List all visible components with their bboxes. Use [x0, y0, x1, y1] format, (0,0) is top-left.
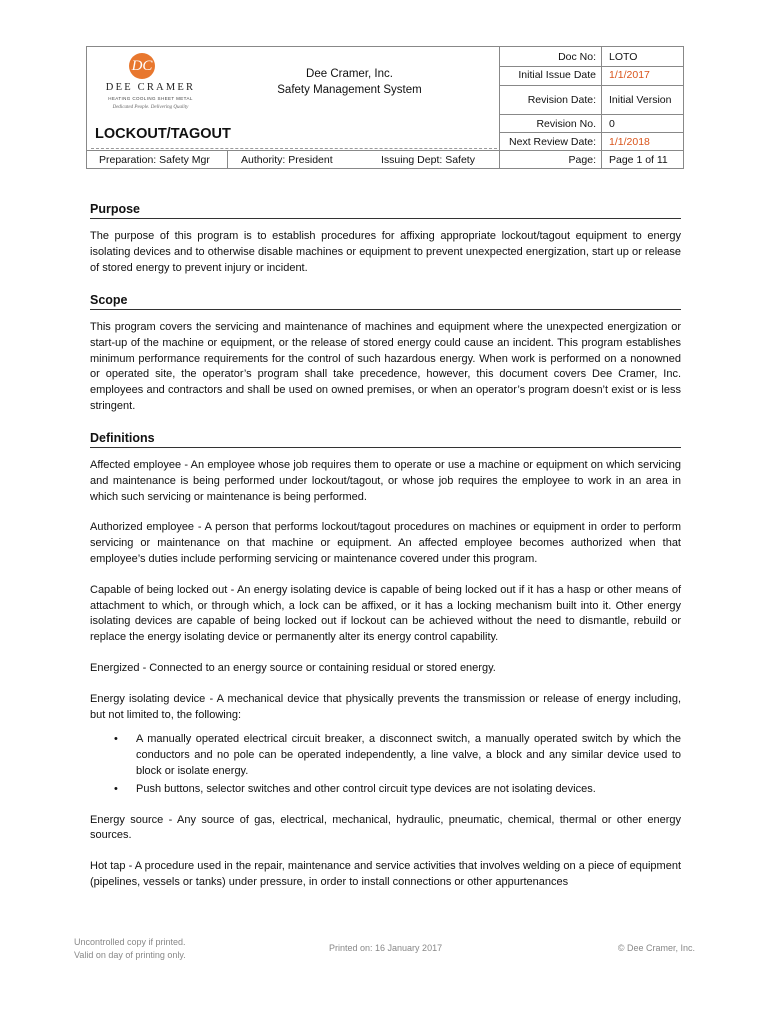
authority-field: Authority: President	[241, 154, 333, 166]
revision-date-label: Revision Date:	[527, 94, 596, 106]
definition-hot-tap: Hot tap - A procedure used in the repair, maintenance and service activities that involves welding on a piece of equipment (pipelines, vessels or tanks) under pressure, in order to install connections or other appurtenances	[90, 860, 681, 888]
definitions-heading: Definitions	[90, 431, 681, 448]
purpose-text: The purpose of this program is to establish procedures for affixing appropriate lockout/tagout equipment to energy isolating devices and to otherwise disable machines or equipment to prevent unexpected energization, start up or release of stored energy to prevent injury or incident.	[90, 230, 681, 274]
page-label: Page:	[568, 154, 596, 166]
doc-no-value: LOTO	[609, 51, 638, 63]
document-header	[86, 46, 684, 169]
next-review-label: Next Review Date:	[509, 136, 596, 148]
next-review-value: 1/1/2018	[609, 136, 650, 148]
preparation-field: Preparation: Safety Mgr	[99, 154, 210, 166]
definition-affected: Affected employee - An employee whose job requires them to operate or use a machine or equipment on which servicing and maintenance is being performed under lockout/tagout, or whose job requires the employee to work in an area in which such servicing or maintenance is being performed.	[90, 459, 681, 503]
definition-isolating-device: Energy isolating device - A mechanical device that physically prevents the transmission or release of energy including, but not limited to, the following:	[90, 692, 681, 721]
purpose-section	[90, 202, 681, 276]
list-item: • Push buttons, selector switches and other control circuit type devices are not isolating devices.	[90, 782, 681, 798]
company-info	[237, 66, 462, 98]
logo-badge-icon: DC	[129, 53, 155, 79]
revision-no-value: 0	[609, 118, 615, 130]
revision-no-label: Revision No.	[536, 118, 596, 130]
scope-text: This program covers the servicing and maintenance of machines and equipment where the unexpected energization or start-up of the machine or equipment, or the release of stored energy could cause an incident. This program establishes minimum performance requirements for the control of such hazardous energy. When work is performed on a nonowned or operated site, the operator’s program shall take precedence, however, this document covers Dee Cramer, Inc. employees and contractors and shall be used on owned premises, or when an operator’s program doesn’t exist or is less stringent.	[90, 321, 681, 412]
scope-heading: Scope	[90, 293, 681, 310]
definition-authorized: Authorized employee - A person that performs lockout/tagout procedures on machines or equipment in order to perform servicing or maintenance on that machine or equipment. An affected employee becomes authorized when that employee’s duties include performing servicing or maintenance covered under this program.	[90, 521, 681, 565]
definition-energized: Energized - Connected to an energy source or containing residual or stored energy.	[90, 661, 496, 674]
footer-disclaimer: Uncontrolled copy if printed. Valid on day of printing only.	[74, 937, 186, 960]
page-value: Page 1 of 11	[609, 154, 668, 166]
company-name: Dee Cramer, Inc.	[306, 68, 393, 80]
isolating-device-list	[90, 732, 681, 797]
initial-issue-value: 1/1/2017	[609, 69, 650, 81]
list-item: • A manually operated electrical circuit breaker, a disconnect switch, a manually operated switch by which the conductors and no pole can be operated independently, a line valve, a block and any similar device used to block or isolate energy.	[114, 733, 681, 777]
document-title: LOCKOUT/TAGOUT	[95, 126, 231, 142]
system-name: Safety Management System	[277, 84, 422, 96]
initial-issue-label: Initial Issue Date	[518, 69, 596, 81]
definition-energy-source: Energy source - Any source of gas, electrical, mechanical, hydraulic, pneumatic, chemical, thermal or other energy sources.	[90, 813, 681, 842]
issuing-dept-field: Issuing Dept: Safety	[381, 154, 475, 166]
company-logo: DC DEE CRAMER HEATING COOLING SHEET METAL Dedicated People. Delivering Quality	[93, 51, 208, 111]
scope-section	[90, 293, 681, 415]
definitions-section	[90, 431, 681, 891]
footer-copyright: © Dee Cramer, Inc.	[617, 943, 695, 953]
footer-printed-date: Printed on: 16 January 2017	[329, 943, 443, 953]
purpose-heading: Purpose	[90, 202, 681, 219]
revision-date-value: Initial Version	[609, 94, 672, 106]
definition-capable: Capable of being locked out - An energy isolating device is capable of being locked out if it has a hasp or other means of attachment to which, or through which, a lock can be affixed, or it has a locking mechanism built into it. Other energy isolating devices are capable of being locked out if lockout can be achieved without the need to dismantle, rebuild or replace the energy isolating device or permanently alter its energy control capability.	[90, 583, 681, 644]
bullet-icon: •	[114, 733, 118, 746]
doc-no-label: Doc No:	[558, 51, 596, 63]
bullet-icon: •	[114, 782, 118, 795]
